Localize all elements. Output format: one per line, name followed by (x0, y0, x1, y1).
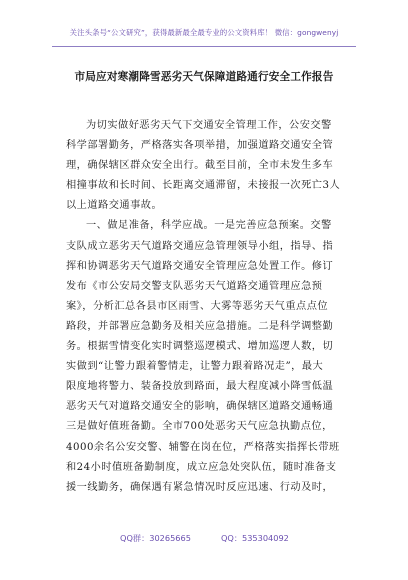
document-body (66, 116, 341, 498)
body-line: 实做到“让警力跟着警情走，让警力跟着路况走”，最大 (66, 361, 324, 373)
body-line: 挥和协调恶劣天气道路交通安全管理应急处置工作。修订 (66, 260, 334, 272)
body-line: 科学部署勤务，严格落实各项举措，加强道路交通安全管 (66, 140, 334, 152)
body-line: 发布《市公安局交警支队恶劣天气道路交通管理应急预 (66, 280, 323, 292)
body-line: 4000余名公安交警、辅警在岗在位，严格落实指挥长带班 (66, 441, 340, 453)
header-divider (52, 46, 356, 47)
body-line: 支队成立恶劣天气道路交通应急管理领导小组，指导、指 (66, 240, 334, 252)
body-line: 案》，分析汇总各县市区雨雪、大雾等恶劣天气重点点位 (66, 300, 329, 312)
body-line: 恶劣天气对道路交通安全的影响，确保辖区道路交通畅通 (66, 401, 334, 413)
body-line: 一、做足准备，科学应战。一是完善应急预案。交警 (86, 220, 332, 232)
header-banner: 关注头条号“公文研究”，获得最新最全最专业的公文资料库！ 微信：gongwenyj (69, 28, 339, 37)
body-line: 务。根据雪情变化实时调整巡逻模式、增加巡逻人数，切 (66, 341, 334, 353)
body-line: 理，确保辖区群众安全出行。截至目前，全市未发生多车 (66, 160, 334, 172)
body-line: 路段，并部署应急勤务及相关应急措施。二是科学调整勤 (66, 320, 334, 332)
footer-qq-number: QQ：535304092 (220, 533, 289, 543)
body-line: 和24小时值班备勤制度，成立应急处突队伍，随时准备支 (66, 461, 337, 473)
footer-contact (120, 533, 330, 544)
body-line: 以上道路交通事故。 (66, 200, 163, 212)
body-line: 限度地将警力、装备投放到路面，最大程度减小降雪低温 (66, 381, 334, 393)
body-line: 援一线勤务，确保遇有紧急情况时反应迅速、行动及时， (66, 481, 334, 493)
body-line: 三是做好值班备勤。全市700处恶劣天气应急执勤点位， (66, 421, 333, 433)
body-line: 为切实做好恶劣天气下交通安全管理工作，公安交警 (86, 120, 332, 131)
document-title: 市局应对寒潮降雪恶劣天气保障道路通行安全工作报告 (74, 71, 334, 83)
footer-qq-group: QQ群：30265665 (120, 533, 191, 543)
body-line: 相撞事故和长时间、长距离交通滞留，未接报一次死亡3人 (66, 180, 341, 192)
